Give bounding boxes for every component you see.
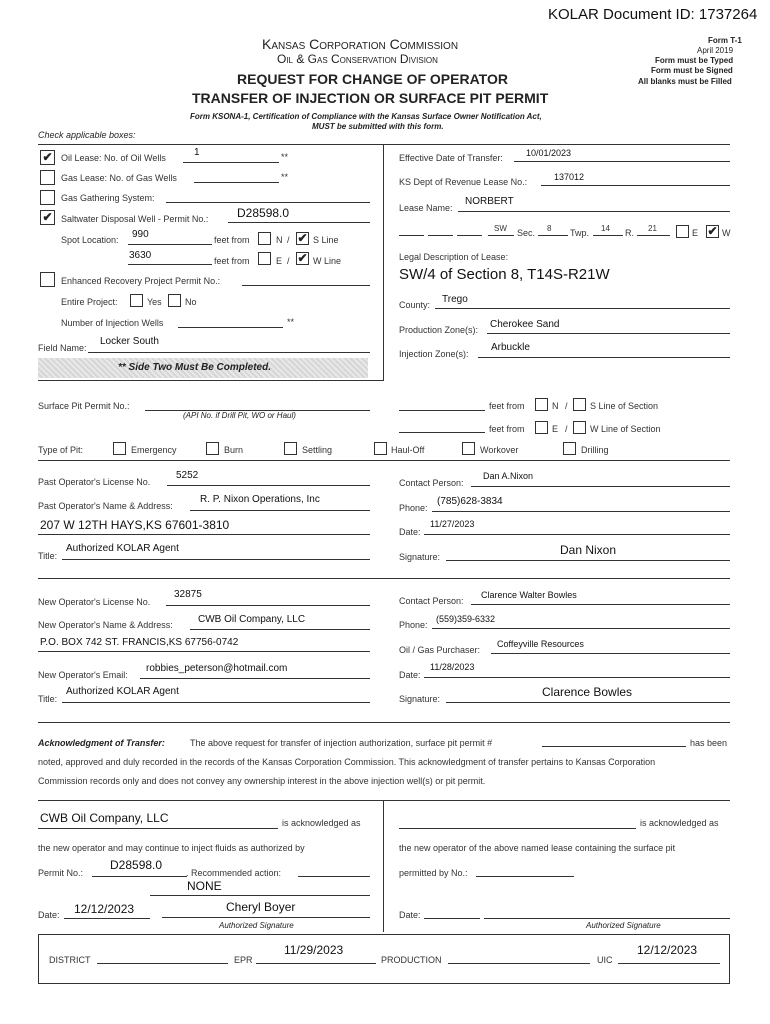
- past-date-label: Date:: [399, 527, 421, 537]
- oil-wells-value: 1: [194, 147, 200, 158]
- range-east-checkbox[interactable]: [676, 225, 689, 238]
- workover-label: Workover: [480, 445, 519, 455]
- uic-date: 12/12/2023: [637, 943, 698, 957]
- legal-desc-label: Legal Description of Lease:: [399, 252, 509, 262]
- past-title-label: Title:: [38, 551, 58, 561]
- column-divider: [383, 144, 384, 380]
- oil-wells-stars: **: [281, 152, 289, 162]
- range-east-label: E: [692, 228, 699, 238]
- pit-north-label: N: [552, 401, 559, 411]
- range-line: [637, 235, 670, 236]
- pit-slash-1: /: [565, 401, 568, 411]
- west-line-label: W Line: [313, 256, 342, 266]
- lease-name-label: Lease Name:: [399, 203, 453, 213]
- sec-label: Sec.: [517, 228, 536, 238]
- ack-permit-value-line: [92, 876, 187, 877]
- spot-value-1: 990: [132, 229, 149, 240]
- qtr-line-2: [428, 235, 453, 236]
- past-name-value: R. P. Nixon Operations, Inc: [200, 494, 320, 505]
- ack-auth-sig-left: Authorized Signature: [219, 921, 294, 930]
- ks-lease-value: 137012: [554, 172, 585, 182]
- check-boxes-label: Check applicable boxes:: [38, 130, 136, 140]
- hauloff-label: Haul-Off: [391, 445, 425, 455]
- ack-recommended: . Recommended action:: [186, 868, 282, 878]
- injection-zone-line: [478, 357, 730, 358]
- field-name-label: Field Name:: [38, 343, 87, 353]
- range-value: 21: [648, 224, 657, 233]
- division-name: Oil & Gas Conservation Division: [277, 52, 438, 66]
- ack-is-acknowledged-right: is acknowledged as: [640, 818, 719, 828]
- gas-gathering-checkbox[interactable]: [40, 190, 55, 205]
- form-typed-note: Form must be Typed: [655, 56, 734, 65]
- burn-label: Burn: [224, 445, 244, 455]
- new-signature-line: [446, 702, 730, 703]
- new-phone-label: Phone:: [399, 620, 428, 630]
- effective-date-label: Effective Date of Transfer:: [399, 153, 503, 163]
- north-label: N: [276, 235, 283, 245]
- ack-auth-sig-right: Authorized Signature: [586, 921, 661, 930]
- ksona-notice-1: Form KSONA-1, Certification of Compliance with the Kansas Surface Owner Notification Act,: [190, 112, 542, 121]
- past-contact-value: Dan A.Nixon: [483, 471, 534, 481]
- gas-wells-stars: **: [281, 172, 289, 182]
- effective-date-value: 10/01/2023: [526, 148, 572, 158]
- new-date-value: 11/28/2023: [430, 662, 475, 672]
- north-checkbox[interactable]: [258, 232, 271, 245]
- ack-right-date-label: Date:: [399, 910, 421, 920]
- swd-checkbox[interactable]: ✔: [40, 210, 55, 225]
- past-title-value: Authorized KOLAR Agent: [66, 543, 179, 554]
- injection-zone-label: Injection Zone(s):: [399, 349, 469, 359]
- ack-box-top: [38, 800, 730, 801]
- new-signature-label: Signature:: [399, 694, 441, 704]
- epr-label: EPR: [234, 955, 253, 965]
- pit-bottom-border: [38, 460, 730, 461]
- settling-checkbox[interactable]: [284, 442, 297, 455]
- sec-value: 8: [547, 224, 552, 233]
- new-name-value: CWB Oil Company, LLC: [198, 614, 306, 625]
- qtr-line-1: [399, 235, 424, 236]
- new-name-line: [190, 629, 370, 630]
- entire-yes-label: Yes: [147, 297, 162, 307]
- new-license-line: [166, 605, 370, 606]
- new-title-label: Title:: [38, 694, 58, 704]
- past-address-line: [38, 534, 370, 535]
- api-note: (API No. if Drill Pit, WO or Haul): [183, 411, 296, 420]
- gas-gathering-label: Gas Gathering System:: [61, 193, 155, 203]
- form-title-1: REQUEST FOR CHANGE OF OPERATOR: [237, 71, 508, 87]
- eor-checkbox[interactable]: [40, 272, 55, 287]
- gas-gathering-line: [166, 202, 370, 203]
- ks-lease-label: KS Dept of Revenue Lease No.:: [399, 177, 528, 187]
- purchaser-line: [491, 653, 730, 654]
- surface-pit-label: Surface Pit Permit No.:: [38, 401, 130, 411]
- new-phone-line: [432, 628, 730, 629]
- west-checkbox[interactable]: ✔: [297, 251, 308, 265]
- spot-line-2: [128, 264, 212, 265]
- past-license-value: 5252: [176, 470, 199, 481]
- district-label: DISTRICT: [49, 955, 91, 965]
- side-two-note: ** Side Two Must Be Completed.: [118, 362, 271, 373]
- range-west-checkbox[interactable]: ✔: [707, 224, 718, 238]
- form-title-2: TRANSFER OF INJECTION OR SURFACE PIT PERMIT: [192, 90, 549, 106]
- production-zone-value: Cherokee Sand: [490, 319, 560, 330]
- entire-no-checkbox[interactable]: [168, 294, 181, 307]
- new-contact-line: [471, 604, 730, 605]
- past-phone-label: Phone:: [399, 503, 428, 513]
- pit-feet-line-2: [399, 432, 485, 433]
- pit-east-checkbox[interactable]: [535, 421, 548, 434]
- ack-date-line: [64, 918, 150, 919]
- new-contact-label: Contact Person:: [399, 596, 464, 606]
- emergency-label: Emergency: [131, 445, 177, 455]
- south-checkbox[interactable]: ✔: [297, 231, 308, 245]
- twp-label: Twp.: [570, 228, 590, 238]
- ack-divider: [383, 800, 384, 932]
- county-value: Trego: [442, 294, 468, 305]
- new-date-label: Date:: [399, 670, 421, 680]
- injection-wells-label: Number of Injection Wells: [61, 318, 164, 328]
- range-west-label: W: [722, 228, 731, 238]
- production-zone-line: [487, 333, 730, 334]
- qtr-line-3: [457, 235, 482, 236]
- ack-line-1: The above request for transfer of injection authorization, surface pit permit #: [190, 738, 493, 748]
- eor-label: Enhanced Recovery Project Permit No.:: [61, 276, 221, 286]
- district-line: [97, 963, 228, 964]
- pit-west-label: W Line of Section: [590, 424, 661, 434]
- east-label: E: [276, 256, 283, 266]
- pit-feet-line-1: [399, 410, 485, 411]
- new-date-line: [424, 677, 730, 678]
- lease-name-value: NORBERT: [465, 196, 514, 207]
- ack-none-line: [150, 895, 370, 896]
- lease-name-line: [458, 211, 730, 212]
- effective-date-line: [514, 161, 730, 162]
- uic-line: [618, 963, 720, 964]
- oil-wells-line: [183, 162, 279, 163]
- new-phone-value: (559)359-6332: [436, 614, 496, 624]
- past-signature-label: Signature:: [399, 552, 441, 562]
- ack-permit-label: Permit No.:: [38, 868, 84, 878]
- swd-permit-line: [228, 222, 370, 223]
- ack-is-acknowledged-left: is acknowledged as: [282, 818, 361, 828]
- drilling-label: Drilling: [581, 445, 609, 455]
- past-license-label: Past Operator's License No.: [38, 477, 151, 487]
- entire-yes-checkbox[interactable]: [130, 294, 143, 307]
- injection-zone-value: Arbuckle: [491, 342, 530, 353]
- past-date-line: [424, 534, 730, 535]
- new-contact-value: Clarence Walter Bowles: [481, 590, 577, 600]
- new-bottom-border: [38, 722, 730, 723]
- feet-from-label-1: feet from: [214, 235, 250, 245]
- ack-left-new-operator: the new operator and may continue to inject fluids as authorized by: [38, 843, 305, 853]
- pit-feet-from-1: feet from: [489, 401, 525, 411]
- ack-recommended-line: [298, 876, 370, 877]
- emergency-checkbox[interactable]: [113, 442, 126, 455]
- hauloff-checkbox[interactable]: [374, 442, 387, 455]
- ack-company-line: [38, 828, 278, 829]
- ack-heading: Acknowledgment of Transfer:: [38, 738, 165, 748]
- form-date: April 2019: [697, 46, 734, 55]
- pit-type-label: Type of Pit:: [38, 445, 84, 455]
- slash-1: /: [287, 235, 290, 245]
- entire-project-label: Entire Project:: [61, 297, 118, 307]
- document-id: KOLAR Document ID: 1737264: [548, 6, 758, 23]
- production-line: [448, 963, 590, 964]
- ack-permitted-by: permitted by No.:: [399, 868, 468, 878]
- spot-location-label: Spot Location:: [61, 235, 119, 245]
- pit-east-label: E: [552, 424, 559, 434]
- new-email-line: [140, 678, 370, 679]
- pit-slash-2: /: [565, 424, 568, 434]
- new-address-line: [38, 651, 370, 652]
- form-number: Form T-1: [708, 36, 742, 45]
- ack-right-date-line: [424, 918, 480, 919]
- past-phone-value: (785)628-3834: [437, 496, 503, 507]
- ks-lease-line: [541, 185, 730, 186]
- twp-line: [593, 235, 623, 236]
- past-title-line: [62, 559, 370, 560]
- commission-name: Kansas Corporation Commission: [262, 36, 459, 52]
- ack-company: CWB Oil Company, LLC: [40, 811, 169, 825]
- past-bottom-border: [38, 578, 730, 579]
- pit-north-checkbox[interactable]: [535, 398, 548, 411]
- county-line: [435, 308, 730, 309]
- ack-none: NONE: [187, 879, 222, 893]
- epr-date: 11/29/2023: [284, 943, 344, 957]
- new-address-value: P.O. BOX 742 ST. FRANCIS,KS 67756-0742: [40, 637, 239, 648]
- sec-line: [538, 235, 568, 236]
- gas-lease-label: Gas Lease: No. of Gas Wells: [61, 173, 177, 183]
- slash-2: /: [287, 256, 290, 266]
- feet-from-label-2: feet from: [214, 256, 250, 266]
- range-label: R.: [625, 228, 634, 238]
- new-signature-value: Clarence Bowles: [542, 685, 633, 699]
- new-license-label: New Operator's License No.: [38, 597, 151, 607]
- past-name-label: Past Operator's Name & Address:: [38, 501, 173, 511]
- spot-value-2: 3630: [129, 250, 152, 261]
- ack-permit-value: D28598.0: [110, 858, 163, 872]
- ack-line-3: Commission records only and does not convey any ownership interest in the above injection well(s) or pit permit.: [38, 776, 486, 786]
- east-checkbox[interactable]: [258, 252, 271, 265]
- ack-signer-line: [162, 917, 370, 918]
- swd-permit-value: D28598.0: [237, 206, 290, 220]
- new-email-label: New Operator's Email:: [38, 670, 128, 680]
- past-date-value: 11/27/2023: [430, 519, 475, 529]
- swd-label: Saltwater Disposal Well - Permit No.:: [61, 214, 209, 224]
- ack-date-value: 12/12/2023: [74, 902, 135, 916]
- form-blanks-note: All blanks must be Filled: [638, 77, 732, 86]
- new-name-label: New Operator's Name & Address:: [38, 620, 173, 630]
- past-signature-line: [446, 560, 730, 561]
- injection-wells-stars: **: [287, 317, 295, 327]
- production-label: PRODUCTION: [381, 955, 442, 965]
- gas-lease-checkbox[interactable]: [40, 170, 55, 185]
- past-address-value: 207 W 12TH HAYS,KS 67601-3810: [40, 518, 230, 532]
- legal-desc-value: SW/4 of Section 8, T14S-R21W: [399, 266, 610, 283]
- production-zone-label: Production Zone(s):: [399, 325, 479, 335]
- settling-label: Settling: [302, 445, 333, 455]
- purchaser-value: Coffeyville Resources: [497, 639, 584, 649]
- past-contact-label: Contact Person:: [399, 478, 464, 488]
- pit-south-label: S Line of Section: [590, 401, 659, 411]
- ack-permit-line: [542, 746, 686, 747]
- section-bottom-border: [38, 380, 384, 381]
- past-contact-line: [471, 486, 730, 487]
- pit-south-checkbox[interactable]: [573, 398, 586, 411]
- workover-checkbox[interactable]: [462, 442, 475, 455]
- new-license-value: 32875: [174, 589, 202, 600]
- pit-west-checkbox[interactable]: [573, 421, 586, 434]
- field-name-value: Locker South: [100, 336, 159, 347]
- spot-line-1: [128, 244, 212, 245]
- epr-line: [256, 963, 376, 964]
- section-top-border: [38, 144, 730, 145]
- new-email-value: robbies_peterson@hotmail.com: [146, 663, 288, 674]
- ack-has-been: has been: [690, 738, 728, 748]
- gas-wells-line: [194, 182, 279, 183]
- qtr-value: SW: [494, 224, 507, 233]
- new-title-value: Authorized KOLAR Agent: [66, 686, 179, 697]
- entire-no-label: No: [185, 297, 197, 307]
- past-license-line: [167, 485, 370, 486]
- ack-right-sig-line: [484, 918, 730, 919]
- purchaser-label: Oil / Gas Purchaser:: [399, 645, 481, 655]
- ack-date-label: Date:: [38, 910, 60, 920]
- drilling-checkbox[interactable]: [563, 442, 576, 455]
- ack-right-new-operator: the new operator of the above named lease containing the surface pit: [399, 843, 676, 853]
- ack-line-2: noted, approved and duly recorded in the records of the Kansas Corporation Commission. This acknowledgment of transfer pertains to Kansas Corporation: [38, 757, 656, 767]
- ack-right-company-line: [399, 828, 636, 829]
- pit-feet-from-2: feet from: [489, 424, 525, 434]
- eor-line: [242, 285, 370, 286]
- oil-lease-label: Oil Lease: No. of Oil Wells: [61, 153, 166, 163]
- county-label: County:: [399, 300, 431, 310]
- field-name-line: [88, 352, 370, 353]
- uic-label: UIC: [597, 955, 613, 965]
- ksona-notice-2: MUST be submitted with this form.: [312, 122, 444, 131]
- twp-value: 14: [601, 224, 610, 233]
- ack-signer: Cheryl Boyer: [226, 900, 296, 914]
- past-phone-line: [432, 511, 730, 512]
- injection-wells-line: [178, 327, 283, 328]
- ack-permitted-by-line: [476, 876, 574, 877]
- burn-checkbox[interactable]: [206, 442, 219, 455]
- qtr-line-4: [488, 235, 514, 236]
- past-name-line: [190, 510, 370, 511]
- new-title-line: [62, 702, 370, 703]
- oil-lease-checkbox[interactable]: ✔: [40, 150, 55, 165]
- form-signed-note: Form must be Signed: [651, 66, 733, 75]
- south-line-label: S Line: [313, 235, 339, 245]
- past-signature-value: Dan Nixon: [560, 543, 617, 557]
